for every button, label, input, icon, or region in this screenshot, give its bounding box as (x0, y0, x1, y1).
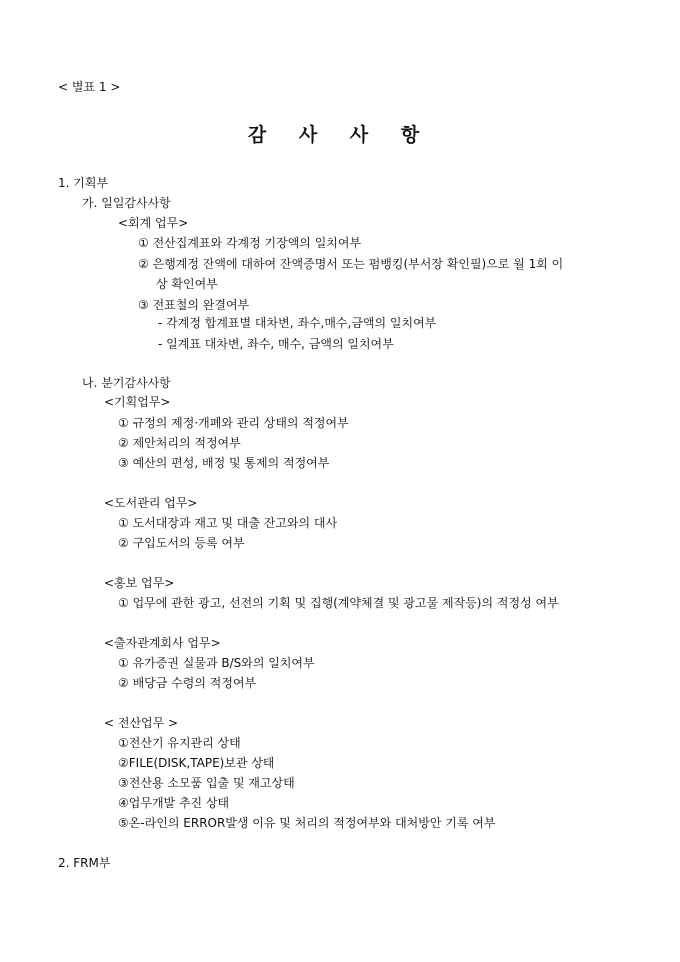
list-item: ② 제안처리의 적정여부 (118, 436, 241, 450)
list-item: ② 배당금 수령의 적정여부 (118, 676, 257, 690)
sub-list-item: - 각계정 합계표별 대차변, 좌수,매수,금액의 일치여부 (158, 316, 437, 330)
header-label: < 별표 1 > (58, 80, 121, 94)
list-item: ② 은행계정 잔액에 대하여 잔액증명서 또는 펌뱅킹(부서장 확인필)으로 월 1회 이 (138, 257, 564, 271)
list-item: ③전산용 소모품 입출 및 재고상태 (118, 776, 295, 790)
category-label: < 전산업무 > (104, 716, 179, 730)
list-item: ①전산기 유지관리 상태 (118, 736, 241, 750)
section-heading: 2. FRM부 (58, 856, 111, 870)
list-item: ① 전산집계표와 각계정 기장액의 일치여부 (138, 236, 362, 250)
list-item: ②FILE(DISK,TAPE)보관 상태 (118, 756, 275, 770)
list-item-continued: 상 확인여부 (156, 277, 218, 291)
category-label: <기획업무> (104, 395, 171, 409)
category-label: <도서관리 업무> (104, 496, 198, 510)
list-item: ① 규정의 제정·개폐와 관리 상태의 적정여부 (118, 416, 349, 430)
list-item: ① 도서대장과 재고 및 대출 잔고와의 대사 (118, 516, 338, 530)
page-title: 감 사 사 항 (247, 124, 433, 146)
section-heading: 1. 기획부 (58, 176, 109, 190)
category-label: <회계 업무> (118, 216, 189, 230)
category-label: <출자관계회사 업무> (104, 636, 221, 650)
list-item: ① 유가증권 실물과 B/S와의 일치여부 (118, 656, 315, 670)
list-item: ① 업무에 관한 광고, 선전의 기획 및 집행(계약체결 및 광고물 제작등)의 적정성 여부 (118, 596, 559, 610)
category-label: <홍보 업무> (104, 576, 175, 590)
list-item: ④업무개발 추진 상태 (118, 796, 230, 810)
list-item: ⑤온-라인의 ERROR발생 이유 및 처리의 적정여부와 대처방안 기록 여부 (118, 816, 496, 830)
list-item: ② 구입도서의 등록 여부 (118, 536, 245, 550)
subsection-heading: 가. 일일감사사항 (82, 196, 171, 210)
list-item: ③ 전표철의 완결여부 (138, 298, 250, 312)
sub-list-item: - 일계표 대차변, 좌수, 매수, 금액의 일치여부 (158, 337, 394, 351)
list-item: ③ 예산의 편성, 배정 및 통제의 적정여부 (118, 456, 330, 470)
subsection-heading: 나. 분기감사사항 (82, 376, 171, 390)
